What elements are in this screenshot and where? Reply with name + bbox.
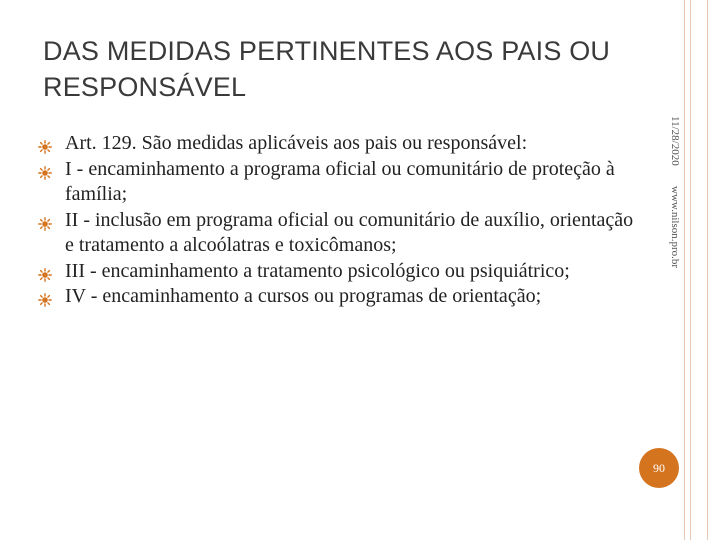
bullet-item	[36, 131, 636, 157]
border-line-left	[684, 0, 685, 540]
border-line-right	[707, 0, 708, 540]
bullet-text: I - encaminhamento a programa oficial ou comunitário de proteção à família;	[65, 157, 615, 205]
bullet-item	[36, 157, 636, 208]
bullet-item	[36, 284, 636, 310]
sun-icon	[38, 289, 52, 303]
bullet-text: III - encaminhamento a tratamento psicológico ou psiquiátrico;	[65, 259, 570, 282]
sun-icon	[38, 162, 52, 176]
bullet-list	[36, 131, 636, 310]
border-line-mid	[690, 0, 691, 540]
bullet-text: IV - encaminhamento a cursos ou programas de orientação;	[65, 285, 542, 307]
page-number-badge: 90	[639, 448, 679, 488]
bullet-item	[36, 208, 636, 259]
sun-icon	[38, 136, 52, 150]
bullet-text: Art. 129. São medidas aplicáveis aos pais ou responsável:	[65, 132, 528, 154]
sun-icon	[38, 264, 52, 278]
slide-title: DAS MEDIDAS PERTINENTES AOS PAIS OU RESPONSÁVEL	[43, 36, 611, 102]
sidebar-date: 11/28/2020	[669, 116, 681, 166]
bullet-item	[36, 259, 636, 285]
sun-icon	[38, 213, 52, 227]
bullet-text: II - inclusão em programa oficial ou comunitário de auxílio, orientação e tratamento a alcoólatras e toxicômanos;	[65, 208, 634, 256]
sidebar-website: www.nilson.pro.br	[669, 186, 681, 269]
